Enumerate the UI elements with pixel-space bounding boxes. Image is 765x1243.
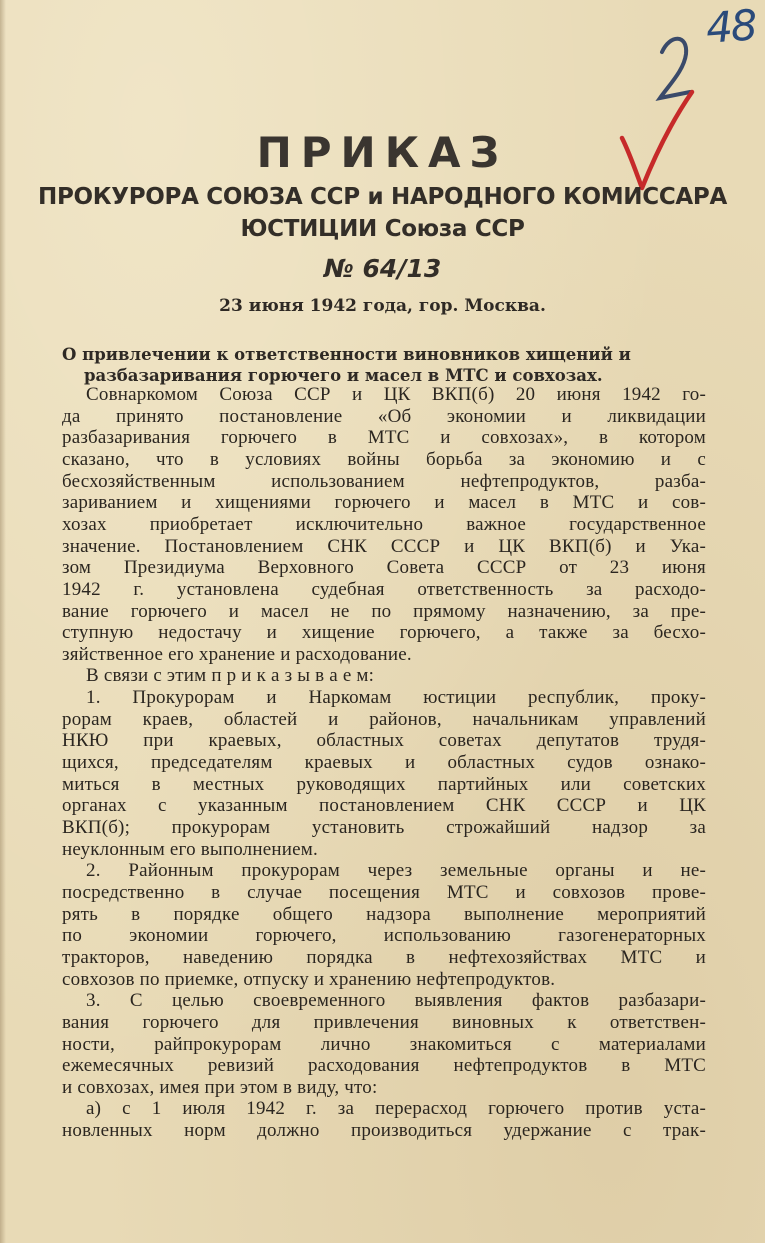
body-line: 1. Прокурорам и Наркомам юстиции республик, проку- [86,687,706,709]
document-title: ПРИКАЗ [256,128,509,177]
handwritten-page-number: 48 [704,0,758,53]
body-line: по экономии горючего, использованию газогенераторных [62,925,706,947]
body-line: рять в порядке общего надзора выполнение мероприятий [62,903,706,925]
order-heading-line1: О привлечении к ответственности виновников хищений и [62,345,631,364]
body-line: разбазаривания горючего в МТС и совхозах», в котором [62,427,706,449]
body-line: вания горючего для привлечения виновных к ответствен- [62,1011,706,1033]
body-line: ежемесячных ревизий расходования нефтепродуктов в МТС [62,1055,706,1077]
body-line: В связи с этим п р и к а з ы в а е м: [86,665,375,687]
order-date: 23 июня 1942 года, гор. Москва. [219,296,546,316]
body-line: зяйственное его хранение и расходование. [62,643,412,665]
body-line: тракторов, наведению порядка в нефтехозяйствах МТС и [62,946,706,968]
body-line: а) с 1 июля 1942 г. за перерасход горючего против уста- [86,1098,706,1120]
body-line: ности, райпрокурорам лично знакомиться с материалами [62,1033,706,1055]
body-line: ВКП(б); прокурорам установить строжайший надзор за [62,817,706,838]
body-line: 2. Районным прокурорам через земельные органы и не- [86,860,706,882]
body-line: рорам краев, областей и районов, начальникам управлений [62,708,706,730]
body-line: Совнаркомом Союза ССР и ЦК ВКП(б) 20 июня 1942 го- [86,384,706,405]
body-line: 1942 г. установлена судебная ответственность за расходо- [62,578,706,600]
body-line: да принято постановление «Об экономии и ликвидации [62,405,706,427]
body-line: неуклонным его выполнением. [62,838,318,860]
body-line: вание горючего и масел не по прямому назначению, за пре- [62,600,706,622]
body-line: зариванием и хищениями горючего и масел в МТС и сов- [62,492,706,514]
body-line: и совхозах, имея при этом в виду, что: [62,1076,378,1098]
body-line: щихся, председателям краевых и областных судов ознако- [62,752,706,774]
body-line: посредственно в случае посещения МТС и совхозов прове- [62,881,706,903]
order-heading-line2: разбазаривания горючего и масел в МТС и совхозах. [84,366,603,385]
body-line: новленных норм должно производиться удержание с трак- [62,1120,706,1142]
body-line: ступную недостачу и хищение горючего, а также за бесхо- [62,622,706,644]
body-line: органах с указанным постановлением СНК СССР и ЦК [62,795,706,817]
body-line: зом Президиума Верховного Совета СССР от 23 июня [62,557,706,579]
body-line: значение. Постановлением СНК СССР и ЦК ВКП(б) и Ука- [62,535,706,557]
document-subtitle-line1: ПРОКУРОРА СОЮЗА ССР и НАРОДНОГО КОМИССАРА [38,184,727,210]
body-line: совхозов по приемке, отпуску и хранению нефтепродуктов. [62,968,556,990]
body-line: НКЮ при краевых, областных советах депутатов трудя- [62,730,706,752]
order-number: № 64/13 [323,254,442,283]
document-subtitle-line2: ЮСТИЦИИ Союза ССР [240,216,525,242]
body-line: сказано, что в условиях войны борьба за экономию и с [62,448,706,470]
body-line: 3. С целью своевременного выявления фактов разбазари- [86,990,706,1012]
body-line: миться в местных руководящих партийных или советских [62,773,706,795]
body-line: хозах приобретает исключительно важное государственное [62,513,706,535]
handwritten-digit-2 [660,39,690,98]
body-line: бесхозяйственным использованием нефтепродуктов, разба- [62,470,706,492]
